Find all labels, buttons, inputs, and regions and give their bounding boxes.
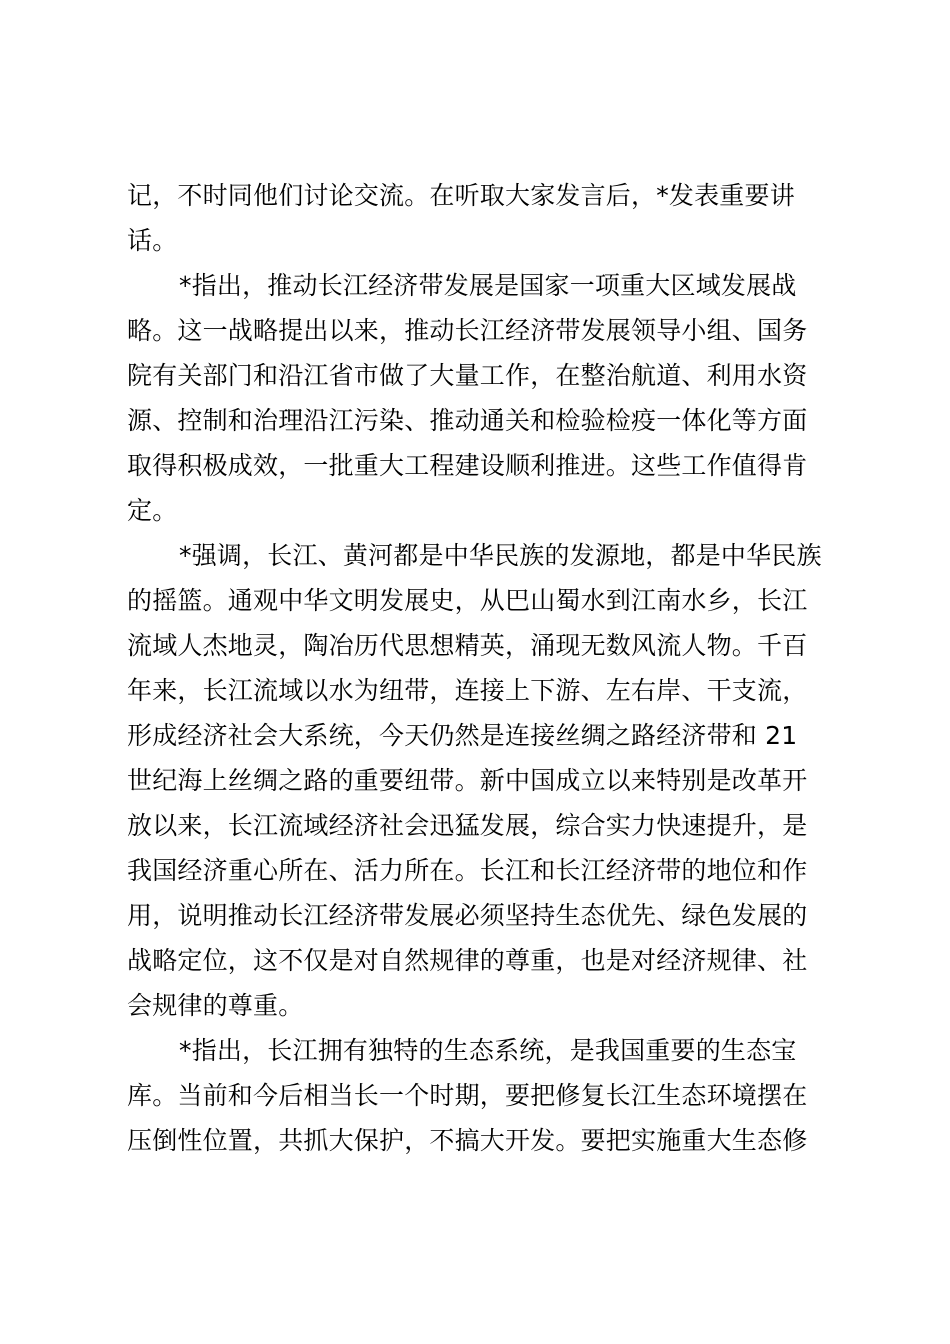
paragraph-2 (127, 263, 827, 533)
text-line: 记，不时同他们讨论交流。在听取大家发言后，*发表重要讲 (127, 181, 795, 210)
document-page (127, 173, 827, 1163)
text-line: 流域人杰地灵，陶冶历代思想精英，涌现无数风流人物。千百 (127, 631, 808, 660)
text-line: 形成经济社会大系统，今天仍然是连接丝绸之路经济带和 21 (127, 721, 798, 750)
paragraph-1 (127, 173, 827, 263)
text-line: 年来，长江流域以水为纽带，连接上下游、左右岸、干支流， (127, 676, 808, 705)
text-line: 库。当前和今后相当长一个时期，要把修复长江生态环境摆在 (127, 1081, 808, 1110)
text-line: *指出，长江拥有独特的生态系统，是我国重要的生态宝 (179, 1036, 797, 1065)
text-line: 压倒性位置，共抓大保护，不搞大开发。要把实施重大生态修 (127, 1126, 808, 1155)
text-line: 用，说明推动长江经济带发展必须坚持生态优先、绿色发展的 (127, 901, 808, 930)
text-line: 略。这一战略提出以来，推动长江经济带发展领导小组、国务 (127, 316, 808, 345)
text-line: 战略定位，这不仅是对自然规律的尊重，也是对经济规律、社 (127, 946, 808, 975)
text-line: 的摇篮。通观中华文明发展史，从巴山蜀水到江南水乡，长江 (127, 586, 808, 615)
text-line: 源、控制和治理沿江污染、推动通关和检验检疫一体化等方面 (127, 406, 808, 435)
text-line: 放以来，长江流域经济社会迅猛发展，综合实力快速提升，是 (127, 811, 808, 840)
text-line: *指出，推动长江经济带发展是国家一项重大区域发展战 (179, 271, 797, 300)
text-line: 取得积极成效，一批重大工程建设顺利推进。这些工作值得肯 (127, 451, 808, 480)
text-line: 我国经济重心所在、活力所在。长江和长江经济带的地位和作 (127, 856, 808, 885)
paragraph-3 (127, 533, 827, 1028)
text-line: 世纪海上丝绸之路的重要纽带。新中国成立以来特别是改革开 (127, 766, 808, 795)
paragraph-4 (127, 1028, 827, 1163)
text-line: 定。 (127, 496, 178, 525)
text-line: *强调，长江、黄河都是中华民族的发源地，都是中华民族 (179, 541, 822, 570)
text-line: 会规律的尊重。 (127, 991, 304, 1020)
text-line: 话。 (127, 226, 178, 255)
text-line: 院有关部门和沿江省市做了大量工作，在整治航道、利用水资 (127, 361, 808, 390)
